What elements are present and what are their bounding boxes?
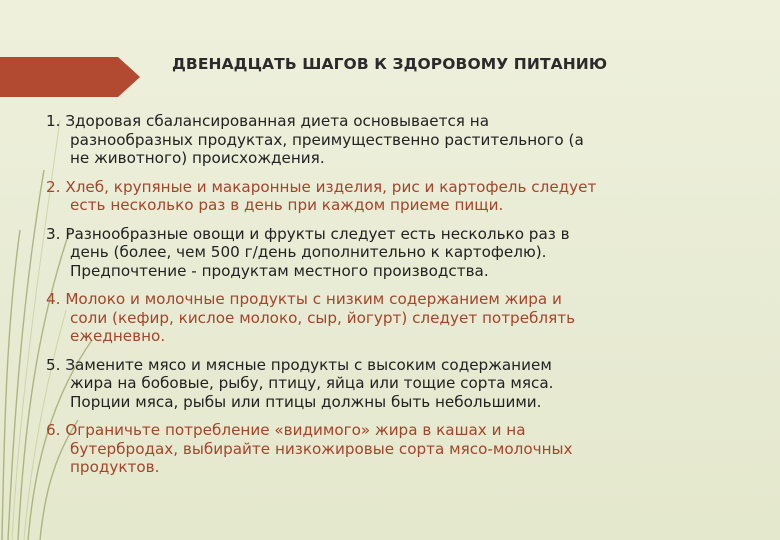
step-6-line-3: продуктов. xyxy=(70,458,160,476)
step-3-line-2: день (более, чем 500 г/день дополнительно к картофелю). xyxy=(70,243,547,261)
step-1-line-3: не животного) происхождения. xyxy=(70,149,325,167)
step-4-line-1: 4. Молоко и молочные продукты с низким содержанием жира и xyxy=(46,290,562,308)
step-4-line-3: ежедневно. xyxy=(70,327,166,345)
step-2-line-2: есть несколько раз в день при каждом приеме пищи. xyxy=(70,196,504,214)
step-item-4 xyxy=(46,290,746,346)
step-5-line-3: Порции мяса, рыбы или птицы должны быть небольшими. xyxy=(70,392,542,411)
step-5-line-2: жира на бобовые, рыбу, птицу, яйца или тощие сорта мяса. xyxy=(70,374,554,392)
step-6-line-2: бутербродах, выбирайте низкожировые сорта мясо-молочных xyxy=(70,439,573,458)
step-3-line-1: 3. Разнообразные овощи и фрукты следует есть несколько раз в xyxy=(46,224,570,243)
step-item-3 xyxy=(46,225,746,281)
slide-title: ДВЕНАДЦАТЬ ШАГОВ К ЗДОРОВОМУ ПИТАНИЮ xyxy=(172,55,608,73)
step-3-line-3: Предпочтение - продуктам местного производства. xyxy=(70,261,489,280)
step-5-line-1: 5. Замените мясо и мясные продукты с высоким содержанием xyxy=(46,355,552,374)
step-item-5 xyxy=(46,356,746,412)
title-accent-bar xyxy=(0,57,118,97)
step-item-6 xyxy=(46,421,746,477)
step-1-line-2: разнообразных продуктах, преимущественно растительного (а xyxy=(70,130,584,149)
step-item-1 xyxy=(46,112,746,168)
step-2-line-1: 2. Хлеб, крупяные и макаронные изделия, рис и картофель следует xyxy=(46,177,597,196)
step-6-line-1: 6. Ограничьте потребление «видимого» жира в кашах и на xyxy=(46,421,526,439)
step-1-line-1: 1. Здоровая сбалансированная диета основывается на xyxy=(46,112,490,130)
steps-list xyxy=(46,112,746,487)
step-4-line-2: соли (кефир, кислое молоко, сыр, йогурт) следует потреблять xyxy=(70,308,576,327)
step-item-2 xyxy=(46,178,746,215)
